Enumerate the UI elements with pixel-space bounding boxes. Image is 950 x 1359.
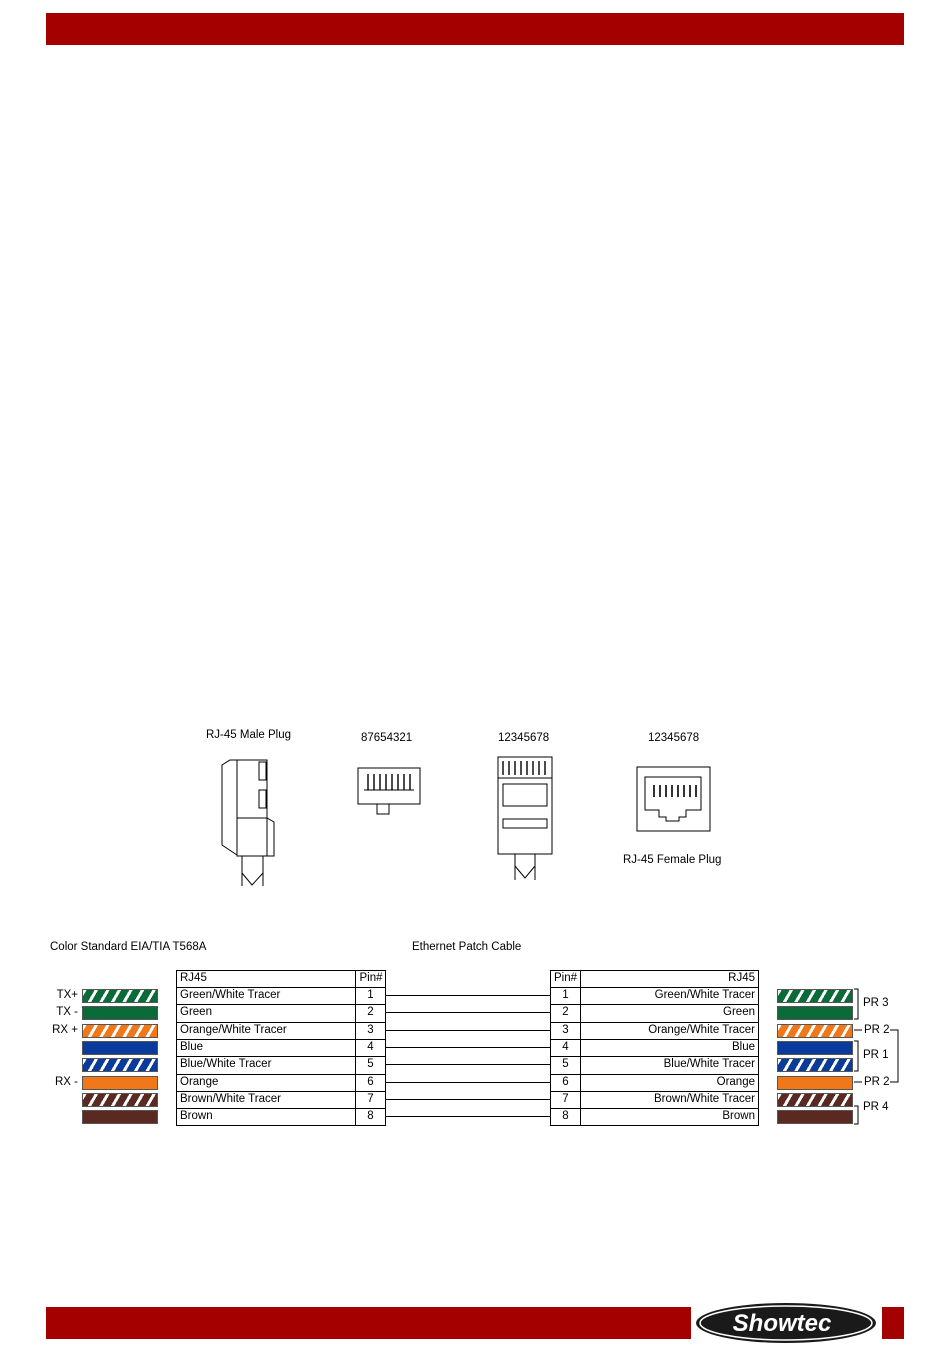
right-pin-number: 3 — [562, 1024, 569, 1036]
right-pin-number: 2 — [562, 1006, 569, 1018]
signal-label: RX - — [55, 1076, 78, 1088]
signal-label: TX - — [56, 1006, 78, 1018]
right-pin-number: 5 — [562, 1058, 569, 1070]
color-standard-title: Color Standard EIA/TIA T568A — [50, 941, 207, 953]
left-pin-number: 1 — [367, 989, 374, 1001]
right-wire-name: Blue — [731, 1041, 755, 1053]
logo-text: Showtec — [732, 1310, 832, 1337]
right-col-rj45-header: RJ45 — [728, 972, 755, 984]
left-pin-number: 3 — [367, 1024, 374, 1036]
showtec-logo — [692, 1300, 880, 1346]
left-col-rj45-header: RJ45 — [180, 972, 207, 984]
left-pin-number: 5 — [367, 1058, 374, 1070]
left-pin-number: 2 — [367, 1006, 374, 1018]
left-wire-name: Green — [180, 1006, 212, 1018]
left-wire-name: Blue — [180, 1041, 204, 1053]
pair-label-pr4: PR 4 — [863, 1101, 889, 1113]
left-wire-name: Blue/White Tracer — [180, 1058, 272, 1070]
right-pin-number: 1 — [562, 989, 569, 1001]
pin-order-forward: 12345678 — [498, 732, 550, 744]
right-wire-name: Orange/White Tracer — [648, 1024, 755, 1036]
left-pin-number: 8 — [367, 1110, 374, 1122]
left-wire-name: Brown/White Tracer — [180, 1093, 281, 1105]
female-plug-label: RJ-45 Female Plug — [623, 854, 722, 866]
left-wire-name: Brown — [180, 1110, 213, 1122]
right-wire-name: Brown/White Tracer — [654, 1093, 755, 1105]
footer-bar — [46, 1307, 691, 1339]
signal-label: TX+ — [56, 989, 78, 1001]
left-wire-name: Orange/White Tracer — [180, 1024, 287, 1036]
pair-label-pr3: PR 3 — [863, 997, 889, 1009]
left-pin-number: 6 — [367, 1076, 374, 1088]
left-wire-name: Green/White Tracer — [180, 989, 281, 1001]
right-pin-number: 6 — [562, 1076, 569, 1088]
pair-label-pr1: PR 1 — [863, 1049, 889, 1061]
footer-bar-end — [882, 1307, 904, 1339]
pair-label-pr2-bottom: PR 2 — [864, 1076, 890, 1088]
right-pin-number: 8 — [562, 1110, 569, 1122]
left-pin-number: 7 — [367, 1093, 374, 1105]
male-plug-label: RJ-45 Male Plug — [206, 729, 292, 741]
right-wire-name: Brown — [722, 1110, 755, 1122]
left-pin-number: 4 — [367, 1041, 374, 1053]
left-col-pin-header: Pin# — [359, 972, 383, 984]
right-col-pin-header: Pin# — [553, 972, 578, 984]
patch-cable-title: Ethernet Patch Cable — [412, 941, 522, 953]
signal-label: RX + — [52, 1024, 78, 1036]
pin-order-reverse: 87654321 — [361, 732, 413, 744]
pin-order-female: 12345678 — [648, 732, 700, 744]
right-wire-name: Green — [723, 1006, 755, 1018]
right-wire-name: Blue/White Tracer — [663, 1058, 755, 1070]
right-wire-name: Green/White Tracer — [654, 989, 755, 1001]
right-pin-number: 7 — [562, 1093, 569, 1105]
right-wire-name: Orange — [716, 1076, 755, 1088]
right-pin-number: 4 — [562, 1041, 569, 1053]
left-wire-name: Orange — [180, 1076, 219, 1088]
pair-label-pr2-top: PR 2 — [864, 1024, 890, 1036]
